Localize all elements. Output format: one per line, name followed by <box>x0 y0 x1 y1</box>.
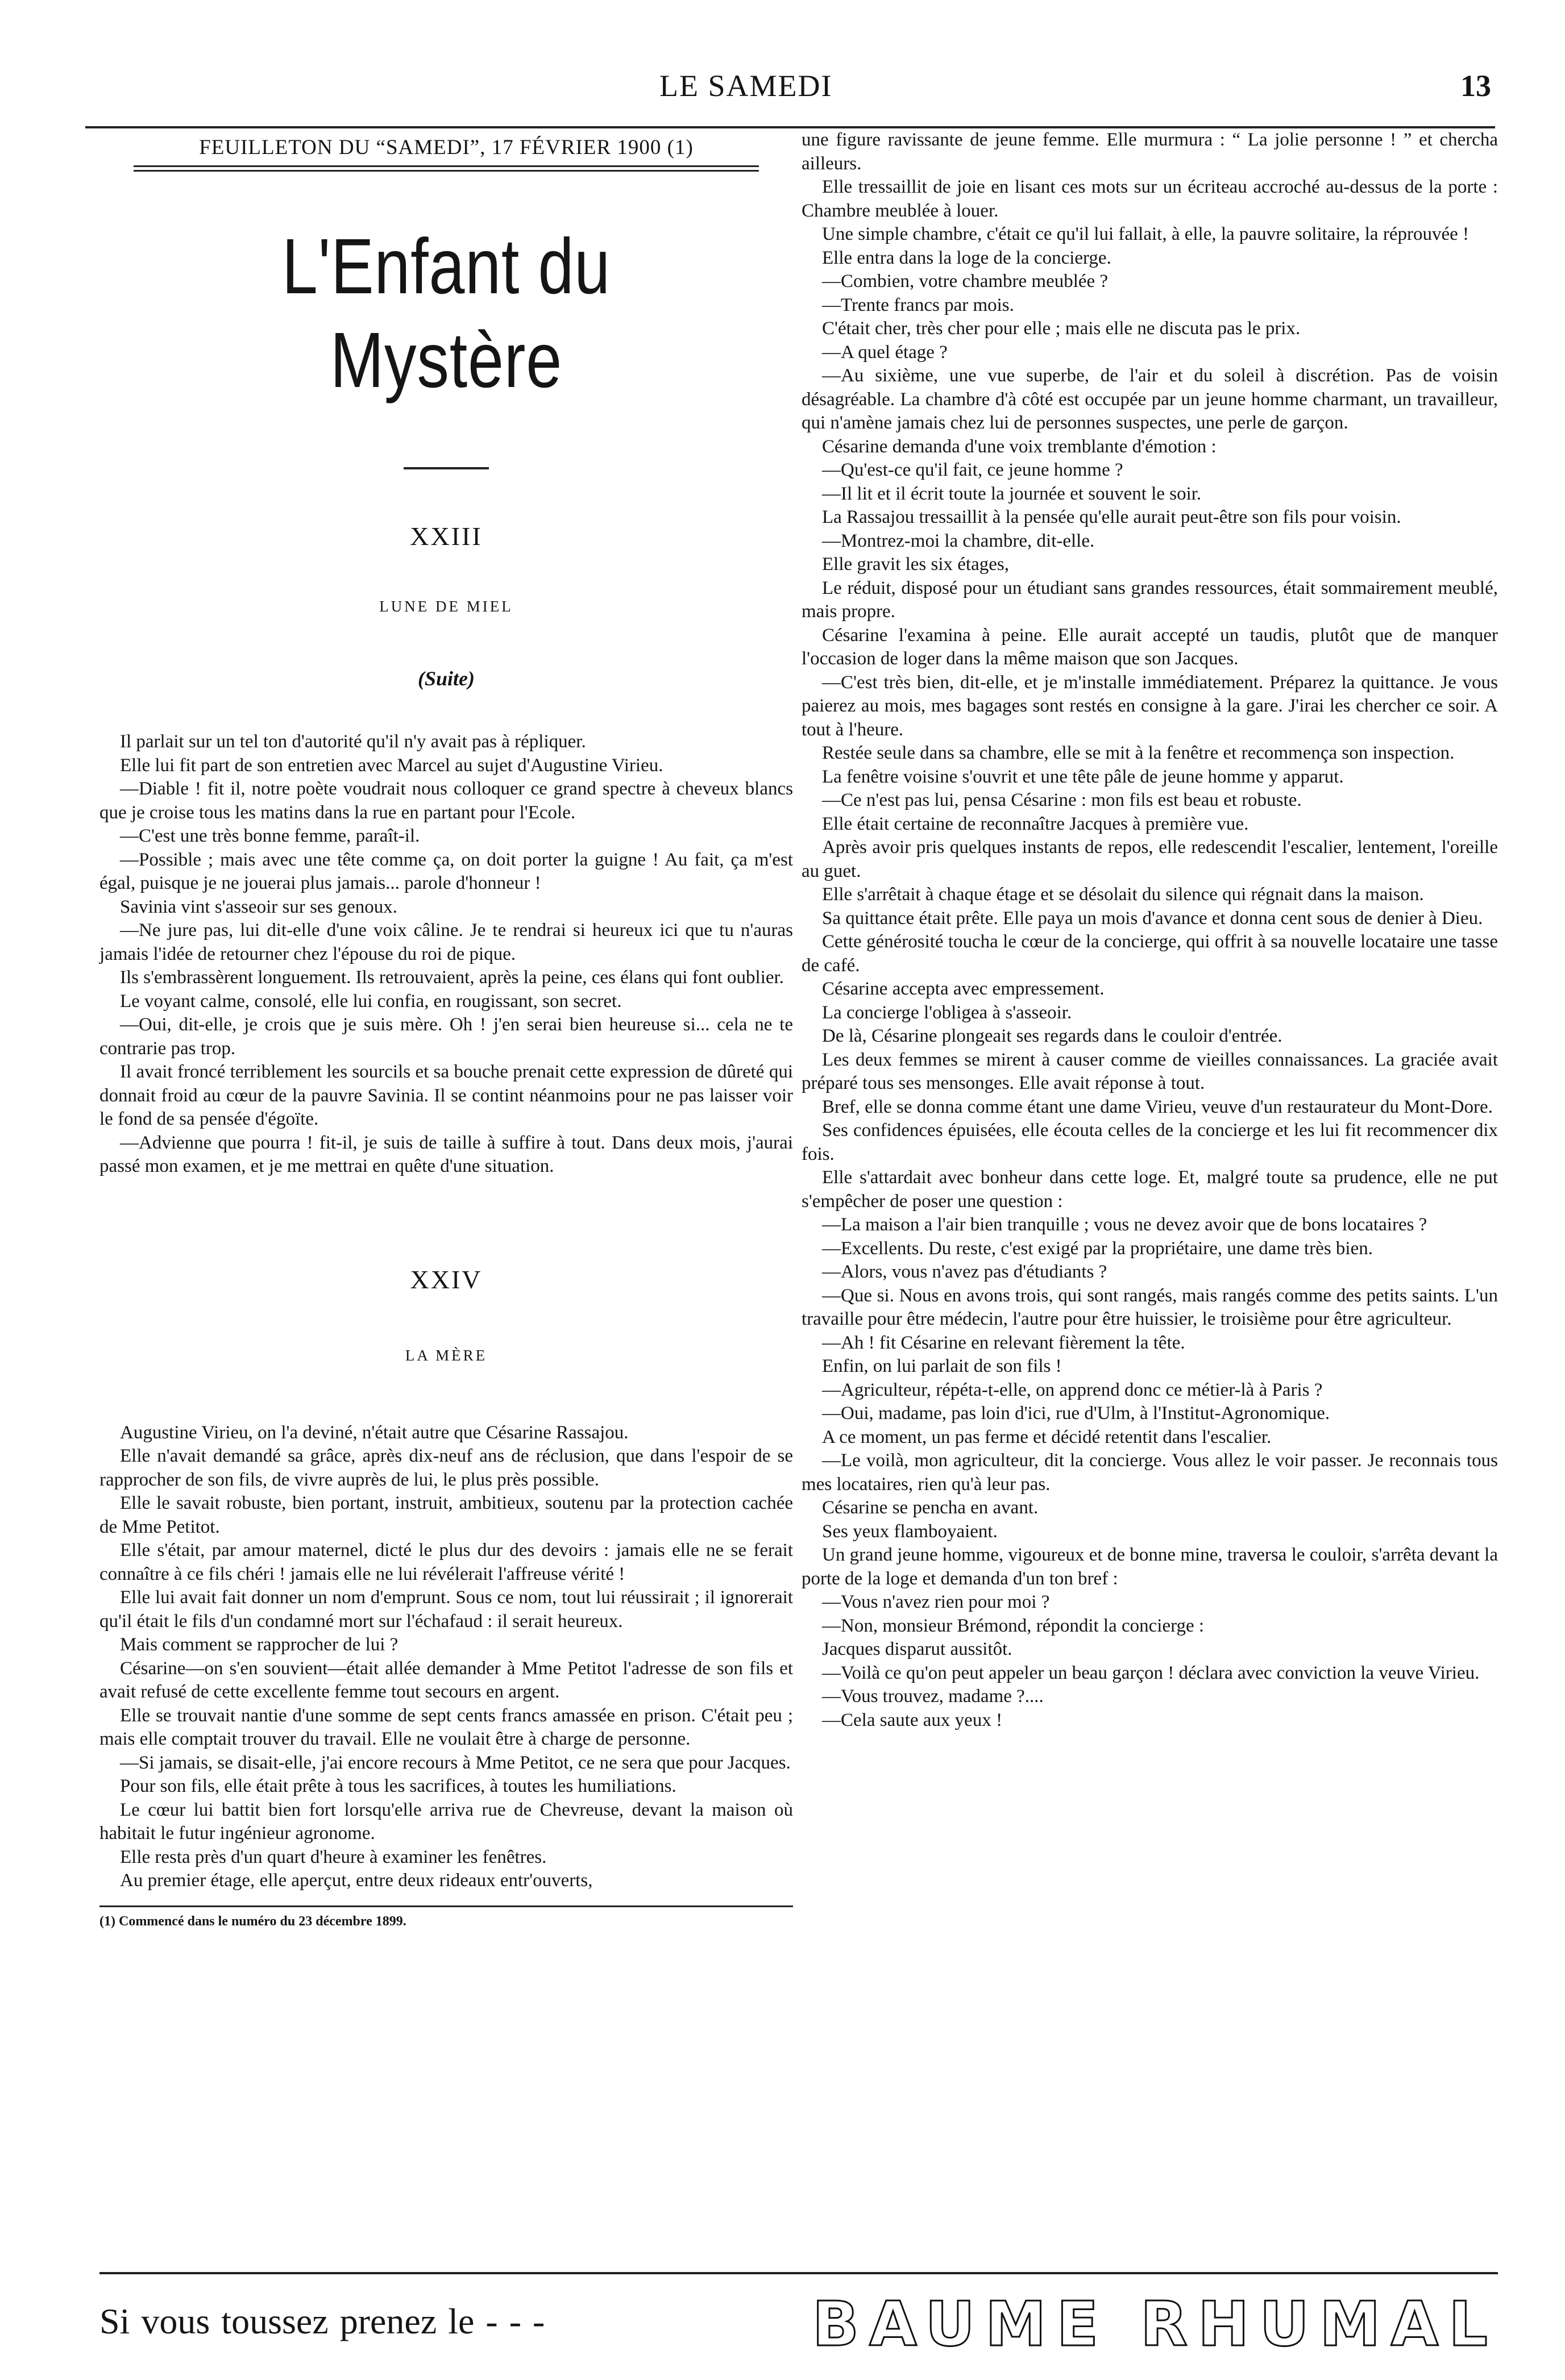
chapter-text <box>99 1421 793 1893</box>
chapter-title: LA MÈRE <box>405 1346 488 1364</box>
paragraph: Césarine—on s'en souvient—était allée demander à Mme Petitot l'adresse de son fils et avait refusé de cette excellente femme tout secours en argent. <box>99 1658 793 1702</box>
paragraph: —Qu'est-ce qu'il fait, ce jeune homme ? <box>822 460 1123 480</box>
paragraph: —La maison a l'air bien tranquille ; vous ne devez avoir que de bons locataires ? <box>822 1214 1427 1235</box>
chapter-spacer <box>99 1179 793 1264</box>
paragraph: —Que si. Nous en avons trois, qui sont rangés, mais rangés comme des petits saints. L'un travaille pour être médecin, l'autre pour être huissier, le troisième pour être agriculteur. <box>802 1285 1498 1329</box>
paragraph: Elle s'était, par amour maternel, dicté le plus dur des devoirs : jamais elle ne se ferait connaître à ce fils chéri ! jamais elle ne lui révélerait l'affreuse vérité ! <box>99 1540 793 1584</box>
paragraph: Un grand jeune homme, vigoureux et de bonne mine, traversa le couloir, s'arrêta devant la porte de la loge et demanda d'un ton bref : <box>802 1545 1498 1589</box>
paragraph: —Le voilà, mon agriculteur, dit la concierge. Vous allez le voir passer. Je reconnais tous mes locataires, rien qu'à leur pas. <box>802 1450 1498 1495</box>
paragraph: Elle lui fit part de son entretien avec Marcel au sujet d'Augustine Virieu. <box>120 755 663 776</box>
paragraph: Sa quittance était prête. Elle paya un mois d'avance et donna cent sous de denier à Dieu. <box>822 908 1483 929</box>
paragraph: —Oui, madame, pas loin d'ici, rue d'Ulm, à l'Institut-Agronomique. <box>822 1403 1330 1424</box>
page-number: 13 <box>1460 69 1491 103</box>
paragraph: —Ah ! fit Césarine en relevant fièrement la tête. <box>822 1332 1185 1353</box>
paragraph: —Excellents. Du reste, c'est exigé par la propriétaire, une dame très bien. <box>822 1238 1373 1259</box>
paragraph: Jacques disparut aussitôt. <box>822 1639 1012 1659</box>
paragraph: La Rassajou tressaillit à la pensée qu'elle aurait peut-être son fils pour voisin. <box>822 507 1401 527</box>
paragraph: —A quel étage ? <box>822 342 948 363</box>
paragraph: Elle était certaine de reconnaître Jacques à première vue. <box>822 813 1249 834</box>
paragraph: Cette générosité toucha le cœur de la concierge, qui offrit à sa nouvelle locataire une tasse de café. <box>802 931 1498 976</box>
paragraph: C'était cher, très cher pour elle ; mais elle ne discuta pas le prix. <box>822 318 1301 339</box>
chapter-number: XXIV <box>410 1264 483 1294</box>
chapter-text <box>99 730 793 1179</box>
paragraph: —Alors, vous n'avez pas d'étudiants ? <box>822 1262 1107 1282</box>
left-column <box>99 134 793 1929</box>
footnote: (1) Commencé dans le numéro du 23 décembre 1899. <box>99 1913 406 1929</box>
paragraph: Ses confidences épuisées, elle écouta celles de la concierge et les lui fit recommencer dix fois. <box>802 1120 1498 1164</box>
paragraph: Elle le savait robuste, bien portant, instruit, ambitieux, soutenu par la protection cachée de Mme Petitot. <box>99 1493 793 1537</box>
paragraph: La fenêtre voisine s'ouvrit et une tête pâle de jeune homme y apparut. <box>822 766 1344 787</box>
paragraph: Il avait froncé terriblement les sourcils et sa bouche prenait cette expression de dûreté qui donnait froid au cœur de la pauvre Savinia. Il se contint néanmoins pour ne pas laisser voir le fond de sa pensée d'égoïte. <box>99 1062 793 1129</box>
right-column <box>802 128 1498 1732</box>
paragraph: —Combien, votre chambre meublée ? <box>822 271 1109 292</box>
paragraph: Elle entra dans la loge de la concierge. <box>822 247 1111 268</box>
paragraph: —Non, monsieur Brémond, répondit la concierge : <box>822 1615 1205 1636</box>
footnote-rule <box>99 1905 793 1907</box>
paragraph: —Ce n'est pas lui, pensa Césarine : mon fils est beau et robuste. <box>822 790 1302 810</box>
paragraph: —Au sixième, une vue superbe, de l'air et du soleil à discrétion. Pas de voisin désagréable. La chambre d'à côté est occupée par un jeune homme charmant, un travailleur, qui n'amène jamais chez lui de personnes suspectes, une perle de garçon. <box>802 365 1498 433</box>
chapter-number: XXIII <box>410 522 483 551</box>
paragraph: Césarine se pencha en avant. <box>822 1497 1039 1518</box>
paragraph: —Ne jure pas, lui dit-elle d'une voix câline. Je te rendrai si heureux ici que tu n'auras jamais l'idée de retourner chez l'épouse du roi de pique. <box>99 920 793 964</box>
paragraph: Césarine accepta avec empressement. <box>822 979 1105 999</box>
paragraph: —C'est très bien, dit-elle, et je m'installe immédiatement. Préparez la quittance. Je vous paierez au mois, mes bagages sont restés en consigne à la gare. J'irai les chercher ce soir. A tout à l'heure. <box>802 672 1498 740</box>
paragraph: Les deux femmes se mirent à causer comme de vieilles connaissances. La graciée avait préparé tous ses mensonges. Elle avait réponse à tout. <box>802 1049 1498 1093</box>
paragraph: —Voilà ce qu'on peut appeler un beau garçon ! déclara avec conviction la veuve Virieu. <box>822 1662 1480 1683</box>
running-head: LE SAMEDI <box>659 69 833 103</box>
chapter-title: LUNE DE MIEL <box>379 598 513 615</box>
paragraph: Bref, elle se donna comme étant une dame Virieu, veuve d'un restaurateur du Mont-Dore. <box>822 1096 1493 1117</box>
continued-text <box>802 128 1498 1732</box>
paragraph: A ce moment, un pas ferme et décidé retentit dans l'escalier. <box>822 1426 1272 1447</box>
paragraph: Mais comment se rapprocher de lui ? <box>120 1634 398 1655</box>
ad-brand-name: BAUME RHUMAL <box>812 2289 1498 2360</box>
paragraph: Le réduit, disposé pour un étudiant sans grandes ressources, était sommairement meublé, mais propre. <box>802 577 1498 622</box>
advertisement <box>99 2289 1498 2360</box>
paragraph: Elle tressaillit de joie en lisant ces mots sur un écriteau accroché au-dessus de la porte : Chambre meublée à louer. <box>802 177 1498 221</box>
paragraph: Le cœur lui battit bien fort lorsqu'elle arriva rue de Chevreuse, devant la maison où habitait le futur ingénieur agronome. <box>99 1799 793 1844</box>
paragraph: Ses yeux flamboyaient. <box>822 1521 998 1542</box>
paragraph: —Diable ! fit il, notre poète voudrait nous colloquer ce grand spectre à cheveux blancs que je croise tous les matins dans la rue en partant pour l'Ecole. <box>99 779 793 823</box>
paragraph: une figure ravissante de jeune femme. Elle murmura : “ La jolie personne ! ” et chercha ailleurs. <box>802 130 1498 174</box>
ad-lead-text: Si vous toussez prenez le - - - <box>99 2301 545 2341</box>
paragraph: Elle se trouvait nantie d'une somme de sept cents francs amassée en prison. C'était peu ; mais elle comptait trouver du travail. Elle ne voulait être à charge de personne. <box>99 1705 793 1749</box>
suite-label: (Suite) <box>417 667 475 690</box>
paragraph: —Possible ; mais avec une tête comme ça, on doit porter la guigne ! Au fait, ça m'est égal, puisque je ne jouerai plus jamais... parole d'honneur ! <box>99 849 793 893</box>
paragraph: —Il lit et il écrit toute la journée et souvent le soir. <box>822 483 1202 504</box>
paragraph: Il parlait sur un tel ton d'autorité qu'il n'y avait pas à répliquer. <box>120 731 586 752</box>
paragraph: Elle gravit les six étages, <box>822 554 1009 575</box>
paragraph: —Si jamais, se disait-elle, j'ai encore recours à Mme Petitot, ce ne sera que pour Jacques. <box>120 1752 791 1773</box>
paragraph: Une simple chambre, c'était ce qu'il lui fallait, à elle, la pauvre solitaire, la réprouvée ! <box>822 224 1469 244</box>
paragraph: —Vous trouvez, madame ?.... <box>822 1686 1044 1707</box>
paragraph: —C'est une très bonne femme, paraît-il. <box>120 826 420 846</box>
title-rule <box>134 165 759 172</box>
paragraph: Elle s'arrêtait à chaque étage et se désolait du silence qui régnait dans la maison. <box>822 884 1424 905</box>
paragraph: —Montrez-moi la chambre, dit-elle. <box>822 530 1095 551</box>
paragraph: Césarine l'examina à peine. Elle aurait accepté un taudis, plutôt que de manquer l'occasion de loger dans la même maison que son Jacques. <box>802 625 1498 669</box>
paragraph: Elle s'attardait avec bonheur dans cette loge. Et, malgré toute sa prudence, elle ne put s'empêcher de poser une question : <box>802 1167 1498 1212</box>
paragraph: Ils s'embrassèrent longuement. Ils retrouvaient, après la peine, ces élans qui font oublier. <box>120 967 784 988</box>
paragraph: La concierge l'obligea à s'asseoir. <box>822 1002 1072 1023</box>
paragraph: Césarine demanda d'une voix tremblante d'émotion : <box>822 436 1217 457</box>
paragraph: Augustine Virieu, on l'a deviné, n'était autre que Césarine Rassajou. <box>120 1422 629 1443</box>
serial-title: L'Enfant du Mystère <box>281 223 611 404</box>
paragraph: —Vous n'avez rien pour moi ? <box>822 1592 1050 1612</box>
paragraph: —Agriculteur, répéta-t-elle, on apprend donc ce métier-là à Paris ? <box>822 1379 1323 1400</box>
paragraph: Enfin, on lui parlait de son fils ! <box>822 1356 1062 1376</box>
paragraph: Elle n'avait demandé sa grâce, après dix-neuf ans de réclusion, que dans l'espoir de se rapprocher de son fils, de vivre auprès de lui, le plus près possible. <box>99 1446 793 1490</box>
paragraph: Savinia vint s'asseoir sur ses genoux. <box>120 896 398 917</box>
paragraph: De là, Césarine plongeait ses regards dans le couloir d'entrée. <box>822 1026 1282 1046</box>
page-header <box>0 68 1565 108</box>
title-divider <box>404 467 489 469</box>
paragraph: —Advienne que pourra ! fit-il, je suis de taille à suffire à tout. Dans deux mois, j'aurai passé mon examen, et je me mettrai en quête d'une situation. <box>99 1132 793 1176</box>
paragraph: Après avoir pris quelques instants de repos, elle redescendit l'escalier, lentement, l'oreille au guet. <box>802 837 1498 881</box>
feuilleton-heading: FEUILLETON DU “SAMEDI”, 17 FÉVRIER 1900 (1) <box>199 136 694 159</box>
paragraph: Pour son fils, elle était prête à tous les sacrifices, à toutes les humiliations. <box>120 1776 676 1796</box>
paragraph: —Oui, dit-elle, je crois que je suis mère. Oh ! j'en serai bien heureuse si... cela ne te contrarie pas trop. <box>99 1014 793 1059</box>
paragraph: Elle resta près d'un quart d'heure à examiner les fenêtres. <box>120 1846 547 1867</box>
paragraph: Restée seule dans sa chambre, elle se mit à la fenêtre et recommença son inspection. <box>822 743 1455 763</box>
paragraph: Au premier étage, elle aperçut, entre deux rideaux entr'ouverts, <box>120 1870 593 1891</box>
paragraph: Elle lui avait fait donner un nom d'emprunt. Sous ce nom, tout lui réussirait ; il ignorerait qu'il était le fils d'un condamné mort sur l'échafaud : il serait heureux. <box>99 1587 793 1632</box>
paragraph: —Trente francs par mois. <box>822 294 1014 315</box>
footer-rule <box>99 2272 1498 2274</box>
paragraph: —Cela saute aux yeux ! <box>822 1709 1003 1730</box>
paragraph: Le voyant calme, consolé, elle lui confia, en rougissant, son secret. <box>120 991 622 1012</box>
